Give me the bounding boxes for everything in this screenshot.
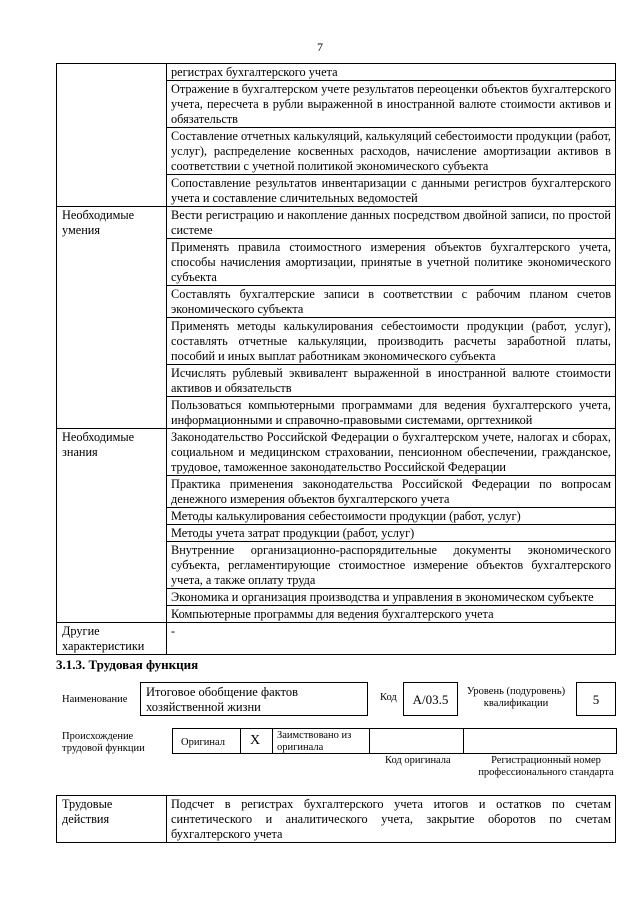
level-value: 5 [592,692,600,707]
requirements-table [56,63,616,655]
level-label: Уровень (подуровень) квалификации [466,686,566,709]
row-text-cell: Сопоставление результатов инвентаризации с данными регистров бухгалтерского учета и составление сличительных ведомостей [167,175,616,207]
row-text-cell: Методы калькулирования себестоимости продукции (работ, услуг) [167,508,616,525]
row-text-cell: Применять правила стоимостного измерения объектов бухгалтерского учета, способы начисления амортизации, принятые в учетной политике экономического субъекта [167,239,616,286]
original-mark: X [250,733,261,748]
table-row [57,286,616,318]
original-code-caption: Код оригинала [385,755,451,766]
row-text-cell: Отражение в бухгалтерском учете результатов переоценки объектов бухгалтерского учета, пересчета в рубли выраженной в иностранной валюте стоимости активов и обязательств [167,81,616,128]
row-label-cell [57,365,167,397]
row-text-cell: Внутренние организационно-распорядительные документы экономического субъекта, регламентирующие стоимостное измерение объектов бухгалтерского учета, а также оплату труда [167,542,616,589]
function-name-box [140,682,368,716]
table-row [57,429,616,476]
row-label-cell [57,81,167,128]
table-row [57,508,616,525]
row-text-cell: - [167,623,616,655]
name-label: Наименование [62,694,128,705]
table-row [57,64,616,81]
level-box [576,682,616,716]
table-row [57,365,616,397]
row-text-cell: Применять методы калькулирования себестоимости продукции (работ, услуг), составлять отчетные калькуляции, производить расчеты заработной платы, пособий и иных выплат работникам экономического субъекта [167,318,616,365]
table-row [57,128,616,175]
row-label-cell [57,589,167,606]
table-row [57,589,616,606]
table-row [57,623,616,655]
original-label: Оригинал [181,737,225,748]
table-row [57,796,616,843]
row-text-cell: Практика применения законодательства Российской Федерации по вопросам денежного измерения объектов бухгалтерского учета [167,476,616,508]
row-text-cell: Подсчет в регистрах бухгалтерского учета итогов и остатков по счетам синтетического и аналитического учета, закрытие оборотов по счетам бухгалтерского учета [167,796,616,843]
row-text-cell: Исчислять рублевый эквивалент выраженной в иностранной валюте стоимости активов и обязательств [167,365,616,397]
row-label-cell [57,397,167,429]
table-row [57,175,616,207]
table-row [57,476,616,508]
table-row [57,542,616,589]
row-label-cell [57,128,167,175]
row-label-cell: Необходимые знания [57,429,167,476]
row-label-cell: Другие характеристики [57,623,167,655]
row-label-cell [57,525,167,542]
row-label-cell [57,286,167,318]
section-title: 3.1.3. Трудовая функция [56,657,199,672]
actions-table [56,795,616,843]
row-text-cell: Составление отчетных калькуляций, калькуляций себестоимости продукции (работ, услуг), распределение косвенных расходов, начисление амортизации активов в соответствии с учетной политикой экономического субъекта [167,128,616,175]
function-name-value: Итоговое обобщение фактов хозяйственной жизни [146,685,298,714]
table-row [57,207,616,239]
table-row [57,525,616,542]
reg-number-caption: Регистрационный номер профессионального стандарта [478,755,614,778]
borrowed-label: Заимствовано из оригинала [277,730,352,753]
row-text-cell: регистрах бухгалтерского учета [167,64,616,81]
row-text-cell: Пользоваться компьютерными программами для ведения бухгалтерского учета, информационными и справочно-правовыми системами, оргтехникой [167,397,616,429]
function-code-value: А/03.5 [412,692,449,707]
row-label-cell [57,175,167,207]
row-text-cell: Составлять бухгалтерские записи в соответствии с рабочим планом счетов экономического субъекта [167,286,616,318]
page-number: 7 [317,40,323,54]
row-label-cell [57,239,167,286]
table-row [57,239,616,286]
table-row [57,318,616,365]
function-code-box [403,682,458,716]
row-label-cell: Необходимые умения [57,207,167,239]
origin-box [172,728,617,754]
table-row [57,606,616,623]
row-label-cell [57,318,167,365]
row-label-cell [57,508,167,525]
table-row [57,397,616,429]
row-label-cell [57,542,167,589]
row-label-cell [57,64,167,81]
origin-label: Происхождение трудовой функции [62,731,145,754]
row-text-cell: Компьютерные программы для ведения бухгалтерского учета [167,606,616,623]
code-label: Код [380,692,397,703]
row-text-cell: Вести регистрацию и накопление данных посредством двойной записи, по простой системе [167,207,616,239]
table-row [57,81,616,128]
row-label-cell [57,606,167,623]
row-label-cell: Трудовые действия [57,796,167,843]
row-label-cell [57,476,167,508]
row-text-cell: Законодательство Российской Федерации о бухгалтерском учете, налогах и сборах, социальном и медицинском страховании, пенсионном обеспечении, гражданское, трудовое, таможенное законодательство Российской Федерации [167,429,616,476]
row-text-cell: Экономика и организация производства и управления в экономическом субъекте [167,589,616,606]
row-text-cell: Методы учета затрат продукции (работ, услуг) [167,525,616,542]
